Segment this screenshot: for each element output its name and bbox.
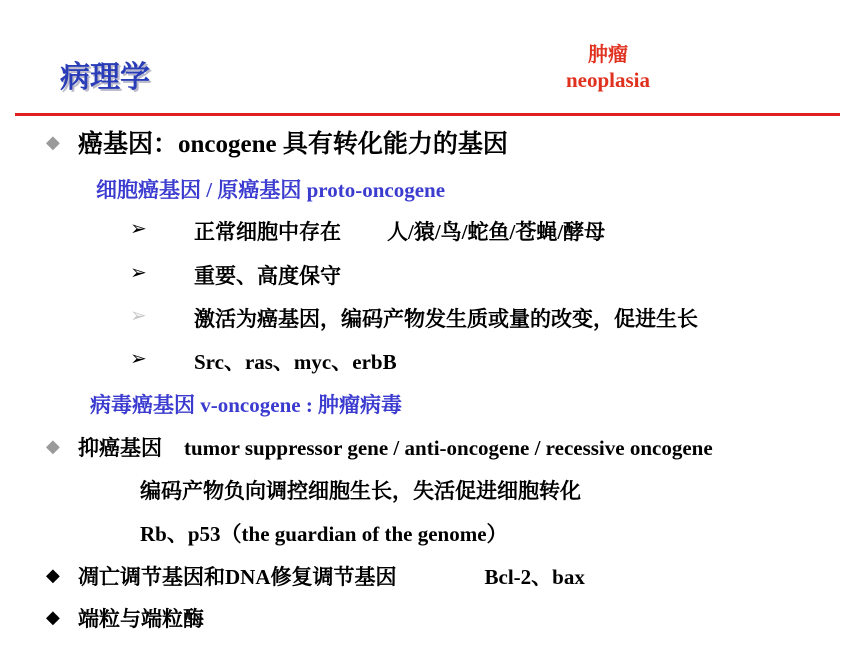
point-text-b: 人/猿/鸟/蛇鱼/苍蝇/酵母	[387, 220, 606, 244]
suppressor-en: tumor suppressor gene / anti-oncogene / recessive oncogene	[184, 436, 713, 460]
telomere-line: 端粒与端粒酶	[78, 607, 204, 631]
diamond-bullet-icon: ◆	[46, 565, 60, 585]
point-text: Src、ras、myc、erbB	[194, 350, 397, 374]
suppressor-examples: Rb、p53（the guardian of the genome）	[140, 522, 508, 546]
apoptosis-line	[78, 561, 585, 591]
diamond-bullet-icon: ◆	[46, 132, 60, 152]
point-text-a: 正常细胞中存在	[194, 220, 341, 244]
apoptosis-label: 凋亡调节基因和DNA修复调节基因	[78, 565, 397, 589]
point-text	[194, 216, 605, 246]
topic-en: neoplasia	[565, 68, 651, 92]
apoptosis-examples: Bcl-2、bax	[484, 565, 585, 589]
topic-cn: 肿瘤	[588, 42, 628, 66]
proto-oncogene-line: 细胞癌基因 / 原癌基因 proto-oncogene	[96, 178, 446, 202]
arrow-bullet-icon: ➢	[130, 218, 147, 240]
oncogene-heading: 癌基因：oncogene 具有转化能力的基因	[78, 131, 508, 158]
suppressor-line	[78, 432, 713, 462]
arrow-bullet-icon: ➢	[130, 262, 147, 284]
v-oncogene-line: 病毒癌基因 v-oncogene : 肿瘤病毒	[90, 393, 403, 417]
suppressor-desc: 编码产物负向调控细胞生长，失活促进细胞转化	[140, 479, 581, 503]
topic-label	[548, 40, 668, 92]
header-divider	[15, 113, 840, 116]
slide-title: 病理学	[60, 60, 150, 95]
diamond-bullet-icon: ◆	[46, 607, 60, 627]
arrow-bullet-icon: ➢	[130, 348, 147, 370]
point-text: 激活为癌基因，编码产物发生质或量的改变，促进生长	[194, 307, 698, 331]
point-text: 重要、高度保守	[194, 264, 341, 288]
arrow-bullet-icon: ➢	[130, 305, 147, 327]
diamond-bullet-icon: ◆	[46, 436, 60, 456]
suppressor-label: 抑癌基因	[78, 436, 162, 460]
